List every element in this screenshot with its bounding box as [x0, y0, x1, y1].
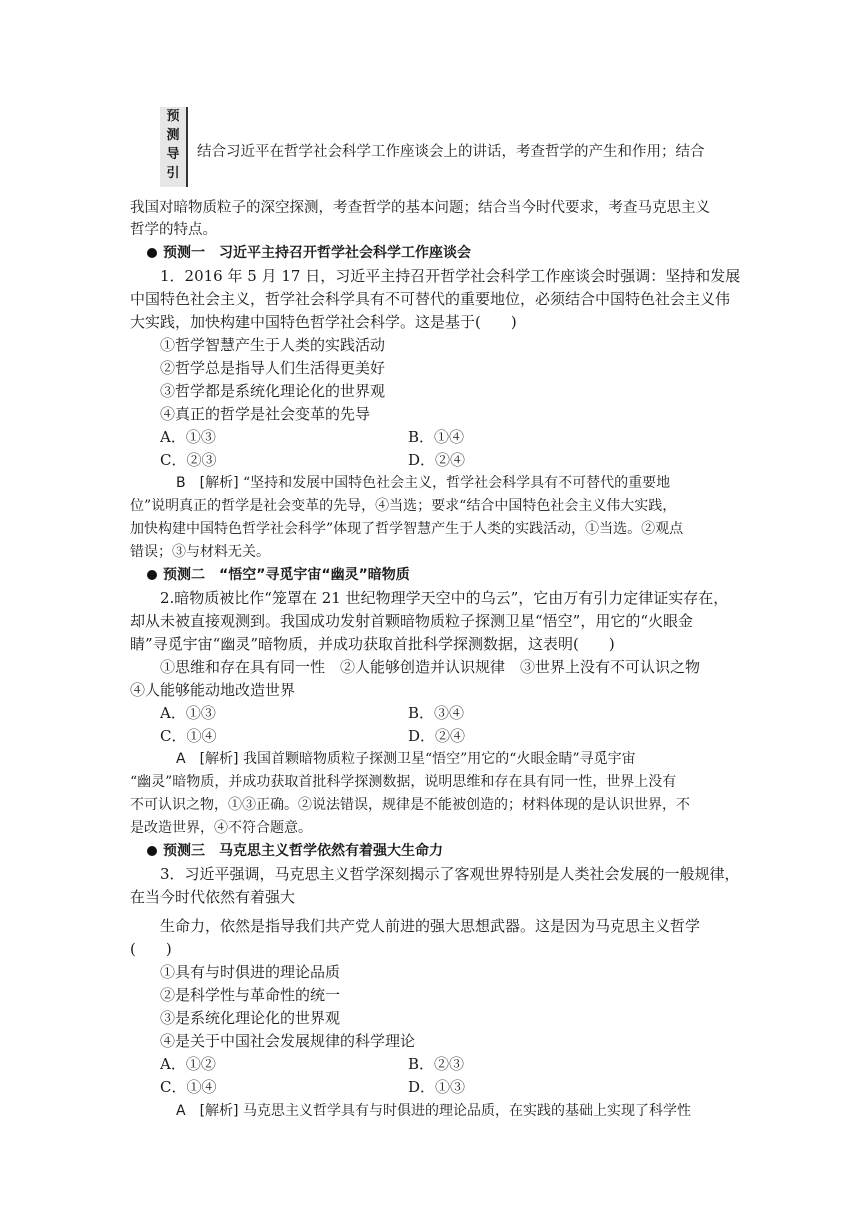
analysis-2-line: A [解析] 我国首颗暗物质粒子探测卫星“悟空”用它的“火眼金睛”寻觅宇宙 [176, 751, 636, 767]
question-3-options-row [160, 1053, 760, 1075]
guide-text-line-2: 我国对暗物质粒子的深空探测，考查哲学的基本问题；结合当今时代要求，考查马克思主义 [130, 200, 710, 216]
answer-letter: A [176, 1103, 186, 1119]
analysis-2-line: 不可认识之物，①③正确。②说法错误，规律是不能被创造的；材料体现的是认识世界，不 [130, 797, 690, 813]
option-a: A．①② [160, 1055, 216, 1073]
guide-char: 预 [166, 109, 180, 124]
question-3-options-row [160, 1076, 760, 1098]
guide-label-box [160, 107, 188, 187]
bullet-icon [147, 248, 157, 258]
option-a: A．①③ [160, 428, 216, 446]
question-2-line: 2.暗物质被比作“笼罩在 21 世纪物理学天空中的乌云”，它由万有引力定律证实存在， [160, 589, 729, 607]
question-1-item: ①哲学智慧产生于人类的实践活动 [160, 336, 386, 354]
prediction-2-heading: 预测二 “悟空”寻觅宇宙“幽灵”暗物质 [147, 564, 747, 586]
analysis-1-line: B [解析] “坚持和发展中国特色社会主义，哲学社会科学具有不可替代的重要地 [176, 475, 671, 491]
question-3-line: ( ) [130, 940, 172, 958]
bullet-icon [147, 570, 157, 580]
question-1-item: ③哲学都是系统化理论化的世界观 [160, 382, 386, 400]
question-2-items: ④人能够能动地改造世界 [130, 681, 296, 699]
question-3-item: ③是系统化理论化的世界观 [160, 1009, 341, 1027]
question-3-line: 生命力，依然是指导我们共产党人前进的强大思想武器。这是因为马克思主义哲学 [160, 917, 701, 935]
option-d: D．①③ [408, 1078, 466, 1096]
question-1-item: ②哲学总是指导人们生活得更美好 [160, 359, 386, 377]
option-c: C．①④ [160, 1078, 217, 1096]
option-a: A．①③ [160, 704, 216, 722]
guide-char: 测 [166, 128, 180, 143]
question-2-line: 却从未被直接观测到。我国成功发射首颗暗物质粒子探测卫星“悟空”，用它的“火眼金 [130, 612, 694, 630]
analysis-3-line: A [解析] 马克思主义哲学具有与时俱进的理论品质，在实践的基础上实现了科学性 [176, 1103, 691, 1119]
option-c: C．①④ [160, 727, 217, 745]
question-3-item: ④是关于中国社会发展规律的科学理论 [160, 1032, 416, 1050]
question-1-line: 中国特色社会主义，哲学社会科学具有不可替代的重要地位，必须结合中国特色社会主义伟 [130, 290, 731, 308]
analysis-tag: [解析] [199, 475, 239, 491]
question-2-line: 睛”寻觅宇宙“幽灵”暗物质，并成功获取首批科学探测数据，这表明( ) [130, 635, 615, 653]
option-c: C．②③ [160, 451, 217, 469]
question-1-line: 大实践，加快构建中国特色哲学社会科学。这是基于( ) [130, 313, 517, 331]
question-3-line: 3．习近平强调，马克思主义哲学深刻揭示了客观世界特别是人类社会发展的一般规律， [160, 865, 740, 883]
question-1-options-row [160, 426, 760, 448]
bullet-icon [147, 846, 157, 856]
analysis-1-line: 加快构建中国特色哲学社会科学”体现了哲学智慧产生于人类的实践活动，①当选。②观点 [130, 521, 684, 537]
analysis-tag: [解析] [199, 1103, 239, 1119]
question-1-options-row [160, 449, 760, 471]
analysis-1-line: 错误；③与材料无关。 [130, 544, 270, 560]
question-3-item: ①具有与时俱进的理论品质 [160, 963, 341, 981]
question-1-line: 1．2016 年 5 月 17 日，习近平主持召开哲学社会科学工作座谈会时强调：坚持和发展 [160, 267, 741, 285]
prediction-3-heading: 预测三 马克思主义哲学依然有着强大生命力 [147, 840, 747, 862]
option-d: D．②④ [408, 727, 466, 745]
option-b: B．①④ [408, 428, 465, 446]
question-3-line: 在当今时代依然有着强大 [130, 888, 296, 906]
answer-letter: A [176, 751, 186, 767]
question-2-items: ①思维和存在具有同一性 ②人能够创造并认识规律 ③世界上没有不可认识之物 [160, 658, 701, 676]
option-b: B．②③ [408, 1055, 465, 1073]
option-d: D．②④ [408, 451, 466, 469]
guide-char: 引 [166, 166, 180, 181]
analysis-1-line: 位”说明真正的哲学是社会变革的先导，④当选；要求“结合中国特色社会主义伟大实践， [130, 498, 677, 514]
question-2-options-row [160, 702, 760, 724]
analysis-2-line: “幽灵”暗物质，并成功获取首批科学探测数据，说明思维和存在具有同一性，世界上没有 [130, 774, 677, 790]
question-2-options-row [160, 725, 760, 747]
guide-char: 导 [166, 147, 180, 162]
option-b: B．③④ [408, 704, 465, 722]
answer-letter: B [176, 475, 186, 491]
question-1-item: ④真正的哲学是社会变革的先导 [160, 405, 371, 423]
guide-text-line-3: 哲学的特点。 [130, 222, 217, 238]
analysis-2-line: 是改造世界，④不符合题意。 [130, 820, 312, 836]
analysis-tag: [解析] [199, 751, 239, 767]
guide-text-line-1: 结合习近平在哲学社会科学工作座谈会上的讲话，考查哲学的产生和作用；结合 [197, 144, 705, 160]
prediction-1-heading: 预测一 习近平主持召开哲学社会科学工作座谈会 [147, 242, 747, 264]
question-3-item: ②是科学性与革命性的统一 [160, 986, 341, 1004]
